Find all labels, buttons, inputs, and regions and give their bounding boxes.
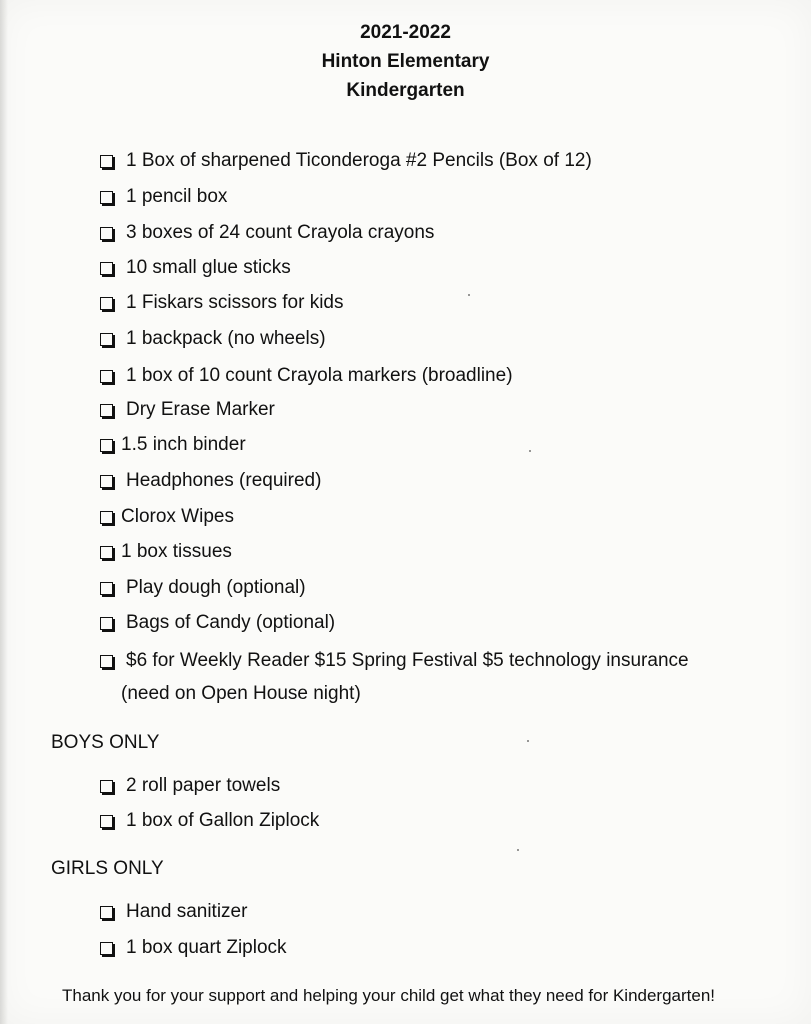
checkbox-icon (100, 262, 113, 275)
checkbox-icon (100, 227, 113, 240)
list-item-label: 10 small glue sticks (126, 257, 291, 278)
list-item (100, 292, 343, 314)
checkbox-icon (100, 333, 113, 346)
checkbox-icon (100, 815, 113, 828)
list-item-label: Headphones (required) (126, 470, 322, 491)
list-item-label: 1 Box of sharpened Ticonderoga #2 Pencils (Box of 12) (126, 150, 592, 171)
boys-heading: BOYS ONLY (51, 732, 160, 753)
list-item-label: 3 boxes of 24 count Crayola crayons (126, 222, 435, 243)
list-item-label: Dry Erase Marker (126, 399, 275, 420)
list-item (100, 541, 232, 563)
list-item-label: 1 box quart Ziplock (126, 937, 287, 958)
list-item-label: Bags of Candy (optional) (126, 612, 336, 633)
girls-heading: GIRLS ONLY (51, 858, 164, 879)
list-item-label: 1 box tissues (121, 541, 232, 562)
list-item (100, 577, 306, 599)
checkbox-icon (100, 546, 113, 559)
scan-speck (468, 294, 470, 296)
page-edge-shadow (0, 0, 8, 1024)
list-item (100, 650, 689, 672)
list-item-label: 2 roll paper towels (126, 775, 281, 796)
list-item-label: 1 Fiskars scissors for kids (126, 292, 344, 313)
list-item-label: $6 for Weekly Reader $15 Spring Festival $5 technology insurance (126, 650, 689, 671)
list-item (100, 257, 291, 279)
checkbox-icon (100, 780, 113, 793)
list-item-label: Play dough (optional) (126, 577, 306, 598)
list-item (100, 434, 246, 456)
list-item (100, 901, 247, 923)
list-item-continuation: (need on Open House night) (121, 683, 361, 704)
scan-speck (517, 849, 519, 851)
list-item (100, 399, 275, 421)
list-item (100, 222, 434, 244)
list-item-label: Clorox Wipes (121, 506, 234, 527)
list-item (100, 365, 513, 387)
thank-you-note: Thank you for your support and helping your child get what they need for Kindergarten! (62, 986, 716, 1005)
list-item (100, 810, 319, 832)
list-item (100, 470, 321, 492)
list-item (100, 937, 287, 959)
grade-level: Kindergarten (346, 80, 465, 101)
list-item (100, 775, 280, 797)
school-name: Hinton Elementary (321, 51, 490, 72)
checkbox-icon (100, 511, 113, 524)
list-item (100, 150, 592, 172)
checkbox-icon (100, 475, 113, 488)
list-item-label: Hand sanitizer (126, 901, 248, 922)
checkbox-icon (100, 297, 113, 310)
scan-speck (527, 740, 529, 742)
checkbox-icon (100, 906, 113, 919)
list-item (100, 612, 335, 634)
checkbox-icon (100, 439, 113, 452)
scan-speck (529, 450, 531, 452)
checkbox-icon (100, 582, 113, 595)
checkbox-icon (100, 617, 113, 630)
list-item-label: 1 box of Gallon Ziplock (126, 810, 320, 831)
checkbox-icon (100, 655, 113, 668)
list-item-label: 1.5 inch binder (121, 434, 246, 455)
list-item-label: 1 pencil box (126, 186, 228, 207)
school-year: 2021-2022 (360, 22, 451, 43)
checkbox-icon (100, 404, 113, 417)
list-item-label: 1 backpack (no wheels) (126, 328, 326, 349)
checkbox-icon (100, 155, 113, 168)
checkbox-icon (100, 370, 113, 383)
checkbox-icon (100, 942, 113, 955)
list-item (100, 506, 234, 528)
checkbox-icon (100, 191, 113, 204)
document-header (0, 18, 811, 105)
list-item-label: 1 box of 10 count Crayola markers (broadline) (126, 365, 513, 386)
list-item (100, 328, 326, 350)
list-item (100, 186, 227, 208)
